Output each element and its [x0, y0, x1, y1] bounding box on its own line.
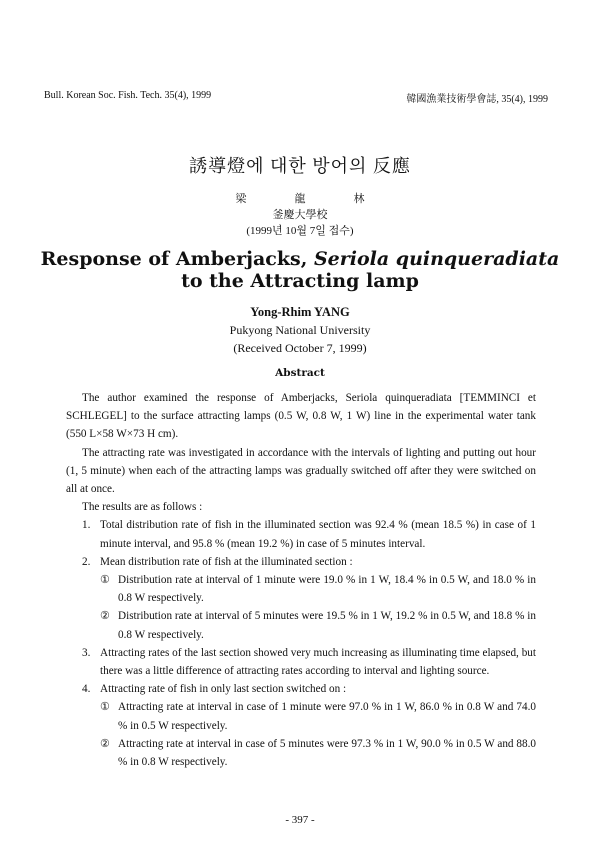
result-subitem: ① Distribution rate at interval of 1 minute were 19.0 % in 1 W, 18.4 % in 0.5 W, and 18.0 % in 0.8 W respectively.	[100, 574, 536, 605]
korean-author-char: 林	[353, 193, 365, 205]
korean-institution: 釜慶大學校	[272, 209, 328, 221]
english-title-line1: Response of Amberjacks, Seriola quinqueradiata	[40, 248, 560, 270]
result-subitem: ① Attracting rate at interval in case of 1 minute were 97.0 % in 1 W, 86.0 % in 0.8 W and 74.0 % in 0.5 W respectively.	[100, 701, 536, 732]
english-title	[0, 248, 600, 292]
results-intro: The results are as follows :	[82, 501, 203, 514]
abstract-heading: Abstract	[275, 367, 325, 379]
abstract-paragraph-2: The attracting rate was investigated in accordance with the intervals of lighting and putting out hour (1, 5 minute) when each of the attracting lamps was gradually switched off after they were switched on all at once.	[66, 446, 536, 496]
abstract-paragraph-1: The author examined the response of Amberjacks, Seriola quinqueradiata [TEMMINCI et SCHLEGEL] to the surface attracting lamps (0.5 W, 0.8 W, 1 W) line in the experimental water tank (550 L×58 W×73 H cm).	[66, 392, 536, 441]
english-institution: Pukyong National University	[229, 323, 371, 337]
english-received-date: (Received October 7, 1999)	[233, 341, 367, 355]
results-list	[66, 516, 536, 771]
page-number: - 397 -	[285, 814, 315, 826]
korean-author-char: 龍	[294, 193, 306, 205]
result-item: 3. Attracting rates of the last section showed very much increasing as illuminating time elapsed, but there was a little difference of attracting rates according to interval and lighting source.	[82, 646, 536, 678]
korean-author-char: 梁	[235, 193, 247, 205]
running-header-left: Bull. Korean Soc. Fish. Tech. 35(4), 1999	[44, 90, 212, 101]
result-item: 4. Attracting rate of fish in only last section switched on :	[82, 683, 347, 696]
korean-received-date: (1999년 10월 7일 접수)	[246, 225, 354, 237]
result-subitem: ② Distribution rate at interval of 5 minutes were 19.5 % in 1 W, 19.2 % in 0.5 W, and 18.8 % in 0.8 W respectively.	[100, 610, 536, 641]
korean-author	[0, 190, 600, 206]
korean-title: 誘導燈에 대한 방어의 反應	[189, 156, 411, 176]
result-item: 2. Mean distribution rate of fish at the illuminated section :	[82, 555, 353, 568]
english-title-line2: to the Attracting lamp	[181, 270, 419, 292]
running-header-right: 韓國漁業技術學會誌, 35(4), 1999	[406, 94, 548, 105]
result-subitem: ② Attracting rate at interval in case of 5 minutes were 97.3 % in 1 W, 90.0 % in 0.5 W and 88.0 % in 0.8 W respectively.	[100, 737, 536, 769]
english-author: Yong-Rhim YANG	[250, 305, 350, 319]
abstract-body	[66, 389, 536, 771]
result-item: 1. Total distribution rate of fish in the illuminated section was 92.4 % (mean 18.5 %) in case of 1 minute interval, and 95.8 % (mean 19.2 %) in case of 5 minutes interval.	[82, 519, 536, 550]
